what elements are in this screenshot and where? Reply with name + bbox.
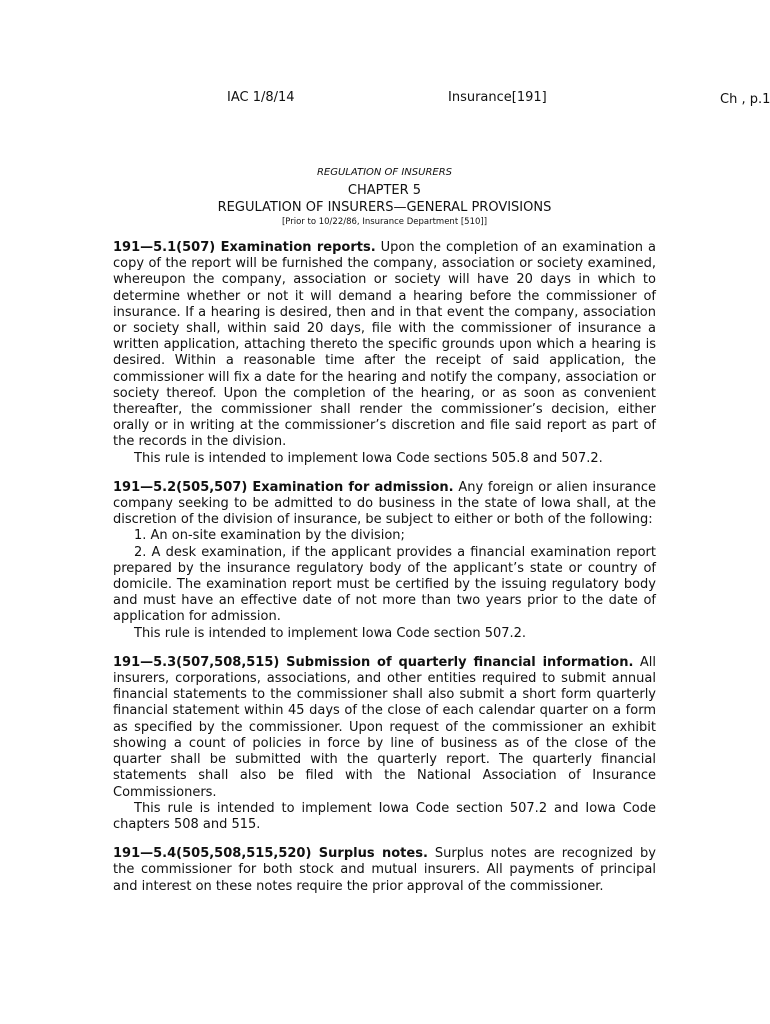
rule-5-4 [113, 846, 656, 895]
chapter-title: REGULATION OF INSURERS—GENERAL PROVISIONS [217, 200, 552, 215]
rule-implements: This rule is intended to implement Iowa Code sections 505.8 and 507.2. [134, 450, 603, 466]
chapter-number: CHAPTER 5 [347, 183, 422, 198]
rule-paragraph [113, 655, 656, 801]
rule-list-item: 2. A desk examination, if the applicant provides a financial examination report prepared by the insurance regulatory body of the applicant’s state or country of domicile. The examination report must be certified by the issuing regulatory body and must have an effective date of not more than two years prior to the date of application for admission. [113, 544, 656, 625]
rule-list-item: 1. An on-site examination by the division; [134, 528, 405, 544]
rule-5-2 [113, 480, 656, 642]
rule-5-3 [113, 655, 656, 833]
running-header-agency: Insurance[191] [448, 90, 547, 105]
rule-heading: 191—5.1(507) Examination reports. [113, 240, 376, 255]
rule-text: All insurers, corporations, associations, and other entities required to submit annual financial statements to the commissioner shall also submit a short form quarterly financial statement within 45 days of the close of each calendar quarter on a form as specified by the commissioner. Upon request of the commissioner an exhibit showing a count of policies in force by line of business as of the close of the quarter shall be submitted with the quarterly report. The quarterly financial statements shall also be filed with the National Association of Insurance Commissioners. [113, 654, 656, 800]
rule-text: Surplus notes are recognized by the commissioner for both stock and mutual insurers. All payments of principal and interest on these notes require the prior approval of the commissioner. [113, 846, 657, 894]
chapter-title-block [113, 166, 656, 229]
rule-paragraph [113, 240, 656, 451]
rule-heading: 191—5.3(507,508,515) Submission of quarterly financial information. [113, 654, 634, 670]
rule-text: Upon the completion of an examination a copy of the report will be furnished the company, association or society examined, whereupon the company, association or society will have 20 days in which to determine whether or not it will demand a hearing before the commissioner of insurance. If a hearing is desired, then and in that event the company, association or society shall, within said 20 days, file with the commissioner of insurance a written application, attaching thereto the specific grounds upon which a hearing is desired. Within a reasonable time after the receipt of said application, the commissioner will fix a date for the hearing and notify the company, association or society thereof. Upon the completion of the hearing, or as soon as convenient thereafter, the commissioner shall render the commissioner’s decision, either orally or in writing at the commissioner’s discretion and file said report as part of the records in the division. [113, 240, 656, 450]
rule-5-1 [113, 240, 656, 467]
rule-implements: This rule is intended to implement Iowa Code section 507.2 and Iowa Code chapters 508 and 515. [113, 800, 656, 832]
section-title: REGULATION OF INSURERS [316, 167, 453, 178]
rule-heading: 191—5.2(505,507) Examination for admission. [113, 479, 454, 495]
rule-text: Any foreign or alien insurance company seeking to be admitted to do business in the state of Iowa shall, at the discretion of the division of insurance, be subject to either or both of the following: [113, 479, 656, 528]
rules-body [113, 240, 656, 908]
chapter-history-note: [Prior to 10/22/86, Insurance Department [510]] [281, 217, 488, 227]
rule-implements: This rule is intended to implement Iowa Code section 507.2. [134, 625, 527, 641]
running-header-page: Ch , p.1 [720, 92, 770, 107]
running-header-date: IAC 1/8/14 [227, 90, 295, 105]
rule-paragraph [113, 480, 656, 529]
rule-paragraph [113, 846, 656, 895]
rule-heading: 191—5.4(505,508,515,520) Surplus notes. [113, 846, 428, 862]
